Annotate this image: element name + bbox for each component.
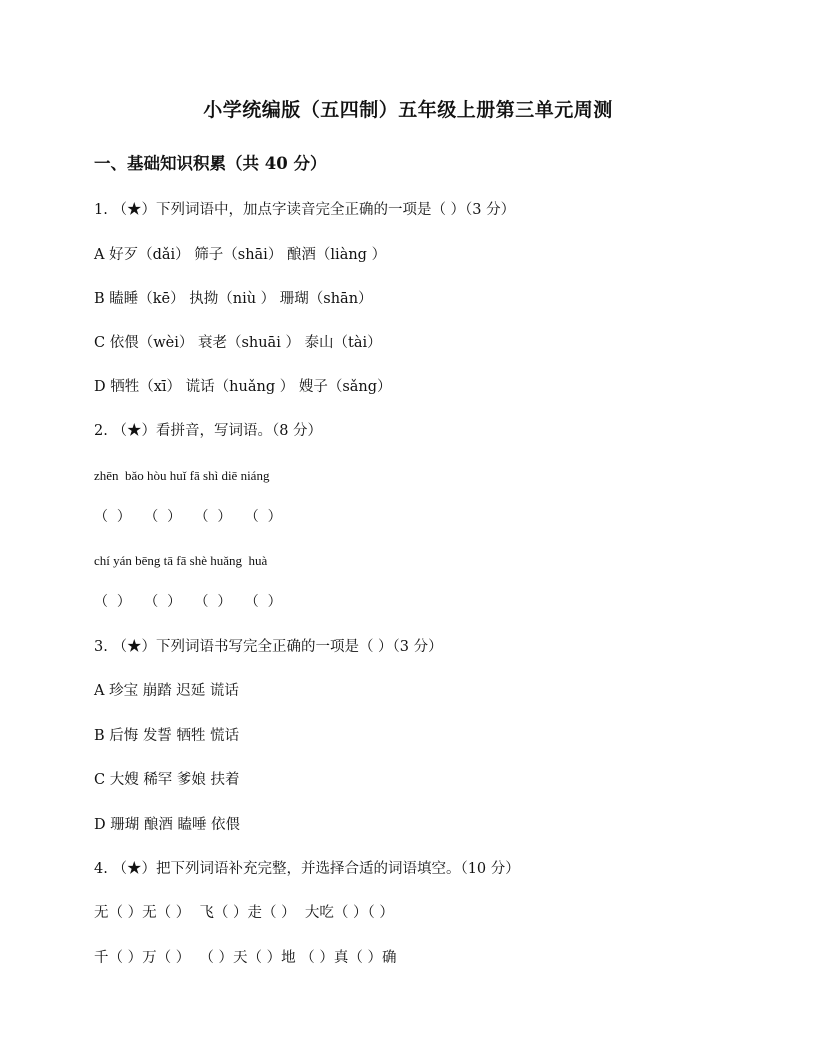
question-3-option-b: B 后悔 发誓 牺牲 慌话 xyxy=(94,728,240,744)
page-title: 小学统编版（五四制）五年级上册第三单元周测 xyxy=(203,99,613,121)
question-4-row-1: 无（ ）无（ ） 飞（ ）走（ ） 大吃（ ）（ ） xyxy=(94,905,394,921)
question-4-stem: 4. （★）把下列词语补充完整，并选择合适的词语填空。（10 分） xyxy=(94,861,520,877)
question-2-stem: 2. （★）看拼音，写词语。（8 分） xyxy=(94,423,323,439)
question-1-option-c: C 依偎（wèi） 衰老（shuāi ） 泰山（tài） xyxy=(94,335,382,351)
question-1-stem: 1. （★）下列词语中，加点字读音完全正确的一项是（ ）（3 分） xyxy=(94,202,516,218)
question-3-option-d: D 珊瑚 酿酒 瞌唾 依偎 xyxy=(94,817,241,833)
question-4-row-2: 千（ ）万（ ） （ ）天（ ）地 （ ）真（ ）确 xyxy=(94,950,397,966)
question-2-blanks-row-1: （ ） （ ） （ ） （ ） xyxy=(94,509,282,525)
question-1-option-b: B 瞌睡（kē） 执拗（niù ） 珊瑚（shān） xyxy=(94,291,373,307)
question-2-blanks-row-2: （ ） （ ） （ ） （ ） xyxy=(94,594,282,610)
question-3-option-a: A 珍宝 崩踏 迟延 谎话 xyxy=(94,683,239,699)
question-1-option-a: A 好歹（dǎi） 筛子（shāi） 酿酒（liàng ） xyxy=(94,247,387,263)
question-3-stem: 3. （★）下列词语书写完全正确的一项是（ ）（3 分） xyxy=(94,639,443,655)
question-2-pinyin-row-2: chí yán bēng tā fā shè huǎng huà xyxy=(94,553,268,568)
question-2-pinyin-row-1: zhēn bǎo hòu huǐ fā shì diē niáng xyxy=(94,468,270,483)
question-1-option-d: D 牺牲（xī） 谎话（huǎng ） 嫂子（sǎng） xyxy=(94,379,392,395)
question-3-option-c: C 大嫂 稀罕 爹娘 扶着 xyxy=(94,772,240,788)
section-heading-basics: 一、基础知识积累（共 40 分） xyxy=(94,154,327,173)
